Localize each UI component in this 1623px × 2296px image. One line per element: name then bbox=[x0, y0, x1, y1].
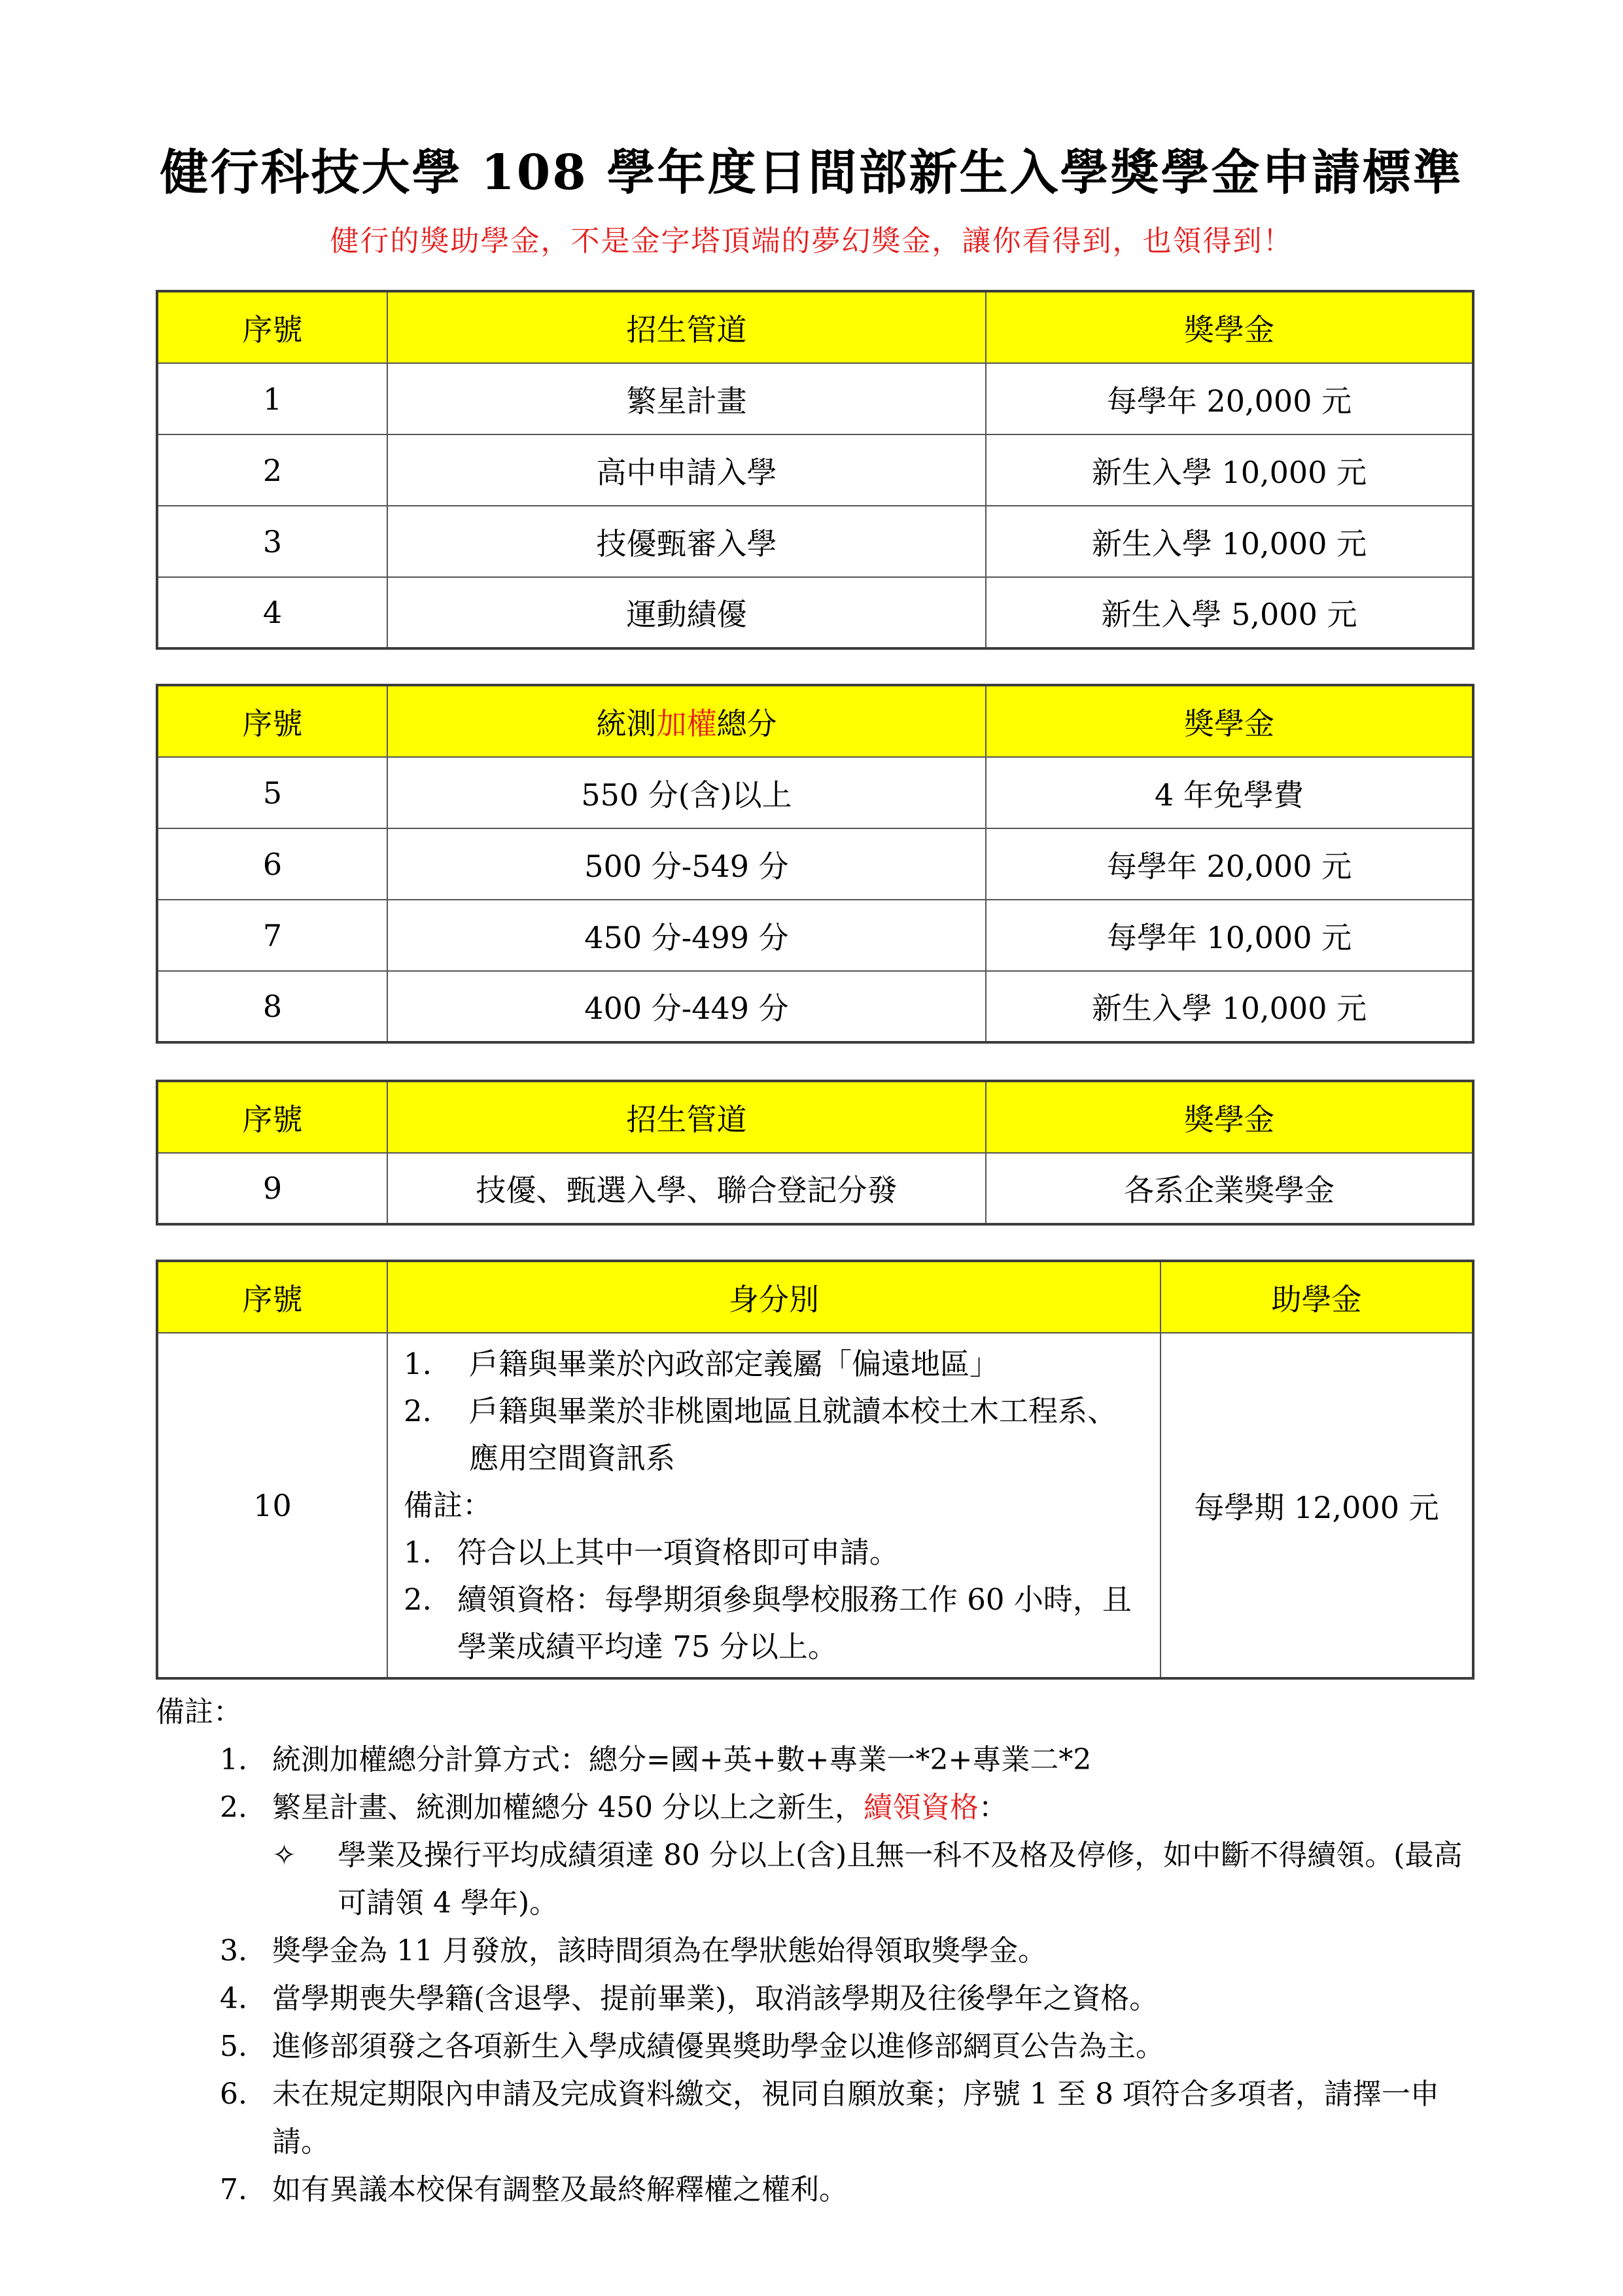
item-number: 1. bbox=[404, 1346, 432, 1381]
note-number: 6. bbox=[220, 2077, 247, 2111]
col-header-weighted-score bbox=[387, 685, 986, 757]
note-item bbox=[220, 2022, 1472, 2070]
item-number: 2. bbox=[404, 1393, 432, 1428]
cell-no: 7 bbox=[157, 900, 387, 971]
cell-amount: 新生入學 10,000 元 bbox=[986, 971, 1473, 1042]
note-item bbox=[220, 1736, 1472, 1784]
cell-score: 500 分-549 分 bbox=[387, 828, 986, 900]
notes-section bbox=[156, 1688, 1472, 2214]
page-title: 健行科技大學 108 學年度日間部新生入學獎學金申請標準 bbox=[160, 145, 1463, 201]
exam-score-scholarship-table bbox=[156, 684, 1475, 1044]
table-row bbox=[157, 900, 1473, 971]
note-number: 1. bbox=[220, 1743, 247, 1776]
note-subitem bbox=[272, 1831, 1472, 1927]
cell-amount: 每學年 20,000 元 bbox=[986, 363, 1473, 434]
cell-channel: 技優、甄選入學、聯合登記分發 bbox=[387, 1153, 986, 1224]
cell-amount: 4 年免學費 bbox=[986, 757, 1473, 828]
item-text: 續領資格：每學期須參與學校服務工作 60 小時，且學業成績平均達 75 分以上。 bbox=[457, 1581, 1132, 1664]
department-scholarship-table bbox=[156, 1080, 1475, 1226]
col-header-no: 序號 bbox=[157, 291, 387, 363]
table-row bbox=[157, 1333, 1473, 1678]
cell-no: 8 bbox=[157, 971, 387, 1042]
table-row bbox=[157, 1153, 1473, 1224]
note-text: 進修部須發之各項新生入學成績優異獎助學金以進修部網頁公告為主。 bbox=[272, 2030, 1164, 2063]
cell-no: 4 bbox=[157, 577, 387, 648]
header-part: 總分 bbox=[716, 705, 777, 741]
note-text: 當學期喪失學籍(含退學、提前畢業)，取消該學期及往後學年之資格。 bbox=[272, 1982, 1159, 2015]
table-row bbox=[157, 506, 1473, 577]
cell-amount: 每學期 12,000 元 bbox=[1161, 1333, 1473, 1678]
cell-channel: 運動績優 bbox=[387, 577, 986, 648]
table-row bbox=[157, 434, 1473, 506]
cell-no: 2 bbox=[157, 434, 387, 506]
cell-channel: 技優甄審入學 bbox=[387, 506, 986, 577]
note-number: 3. bbox=[220, 1934, 247, 1968]
col-header-channel: 招生管道 bbox=[387, 291, 986, 363]
note-item bbox=[220, 2166, 1472, 2214]
note-text-tail: ： bbox=[978, 1791, 1007, 1824]
note-text: 統測加權總分計算方式：總分=國+英+數+專業一*2+專業二*2 bbox=[272, 1743, 1092, 1776]
cell-score: 400 分-449 分 bbox=[387, 971, 986, 1042]
list-item bbox=[404, 1388, 1144, 1482]
remark-label: 備註： bbox=[404, 1487, 493, 1523]
note-text: 學業及操行平均成績須達 80 分以上(含)且無一科不及格及停修，如中斷不得續領。(最高可請領 4 學年)。 bbox=[338, 1839, 1463, 1920]
cell-amount: 每學年 10,000 元 bbox=[986, 900, 1473, 971]
cell-no: 5 bbox=[157, 757, 387, 828]
note-item bbox=[220, 2070, 1472, 2166]
item-text: 戶籍與畢業於內政部定義屬「偏遠地區」 bbox=[469, 1346, 1000, 1381]
note-text: 如有異議本校保有調整及最終解釋權之權利。 bbox=[272, 2173, 848, 2206]
note-number: 5. bbox=[220, 2030, 247, 2063]
note-text bbox=[272, 1784, 1007, 1831]
col-header-aid: 助學金 bbox=[1161, 1261, 1473, 1333]
note-highlight: 續領資格 bbox=[863, 1791, 979, 1824]
header-part-highlight: 加權 bbox=[656, 705, 717, 741]
item-text: 戶籍與畢業於非桃園地區且就讀本校土木工程系、應用空間資訊系 bbox=[469, 1393, 1117, 1475]
cell-amount: 新生入學 10,000 元 bbox=[986, 506, 1473, 577]
cell-channel: 高中申請入學 bbox=[387, 434, 986, 506]
notes-label: 備註： bbox=[156, 1695, 242, 1729]
list-item bbox=[404, 1529, 1144, 1576]
page-subtitle: 健行的獎助學金，不是金字塔頂端的夢幻獎金，讓你看得到，也領得到！ bbox=[330, 224, 1293, 258]
note-text-part: 繁星計畫、統測加權總分 450 分以上之新生， bbox=[272, 1791, 864, 1824]
col-header-identity: 身分別 bbox=[387, 1261, 1161, 1333]
table-row bbox=[157, 363, 1473, 434]
table-row bbox=[157, 577, 1473, 648]
cell-identity bbox=[387, 1333, 1161, 1678]
note-text: 獎學金為 11 月發放，該時間須為在學狀態始得領取獎學金。 bbox=[272, 1934, 1047, 1968]
note-item bbox=[220, 1927, 1472, 1975]
cell-no: 9 bbox=[157, 1153, 387, 1224]
col-header-no: 序號 bbox=[157, 685, 387, 757]
note-number: 7. bbox=[220, 2173, 247, 2206]
cell-no: 3 bbox=[157, 506, 387, 577]
cell-amount: 每學年 20,000 元 bbox=[986, 828, 1473, 900]
col-header-channel: 招生管道 bbox=[387, 1081, 986, 1153]
note-number: 2. bbox=[220, 1791, 247, 1824]
col-header-no: 序號 bbox=[157, 1081, 387, 1153]
cell-amount: 新生入學 5,000 元 bbox=[986, 577, 1473, 648]
col-header-no: 序號 bbox=[157, 1261, 387, 1333]
note-item bbox=[220, 1975, 1472, 2022]
cell-no: 6 bbox=[157, 828, 387, 900]
list-item bbox=[404, 1576, 1144, 1670]
cell-amount: 各系企業獎學金 bbox=[986, 1153, 1473, 1224]
cell-score: 550 分(含)以上 bbox=[387, 757, 986, 828]
cell-amount: 新生入學 10,000 元 bbox=[986, 434, 1473, 506]
cell-no: 10 bbox=[157, 1333, 387, 1678]
col-header-scholarship: 獎學金 bbox=[986, 685, 1473, 757]
col-header-scholarship: 獎學金 bbox=[986, 1081, 1473, 1153]
cell-channel: 繁星計畫 bbox=[387, 363, 986, 434]
diamond-bullet-icon: ✧ bbox=[272, 1839, 296, 1872]
note-text: 未在規定期限內申請及完成資料繳交，視同自願放棄；序號 1 至 8 項符合多項者，請擇一申請。 bbox=[272, 2077, 1439, 2159]
item-number: 2. bbox=[404, 1581, 432, 1617]
cell-score: 450 分-499 分 bbox=[387, 900, 986, 971]
table-row bbox=[157, 828, 1473, 900]
table-row bbox=[157, 757, 1473, 828]
cell-no: 1 bbox=[157, 363, 387, 434]
note-number: 4. bbox=[220, 1982, 247, 2015]
admission-scholarship-table bbox=[156, 290, 1475, 650]
item-number: 1. bbox=[404, 1534, 432, 1570]
col-header-scholarship: 獎學金 bbox=[986, 291, 1473, 363]
header-part: 統測 bbox=[596, 705, 657, 741]
table-row bbox=[157, 971, 1473, 1042]
note-item bbox=[220, 1784, 1472, 1831]
financial-aid-table bbox=[156, 1260, 1475, 1680]
list-item bbox=[404, 1341, 1144, 1388]
item-text: 符合以上其中一項資格即可申請。 bbox=[457, 1534, 899, 1570]
